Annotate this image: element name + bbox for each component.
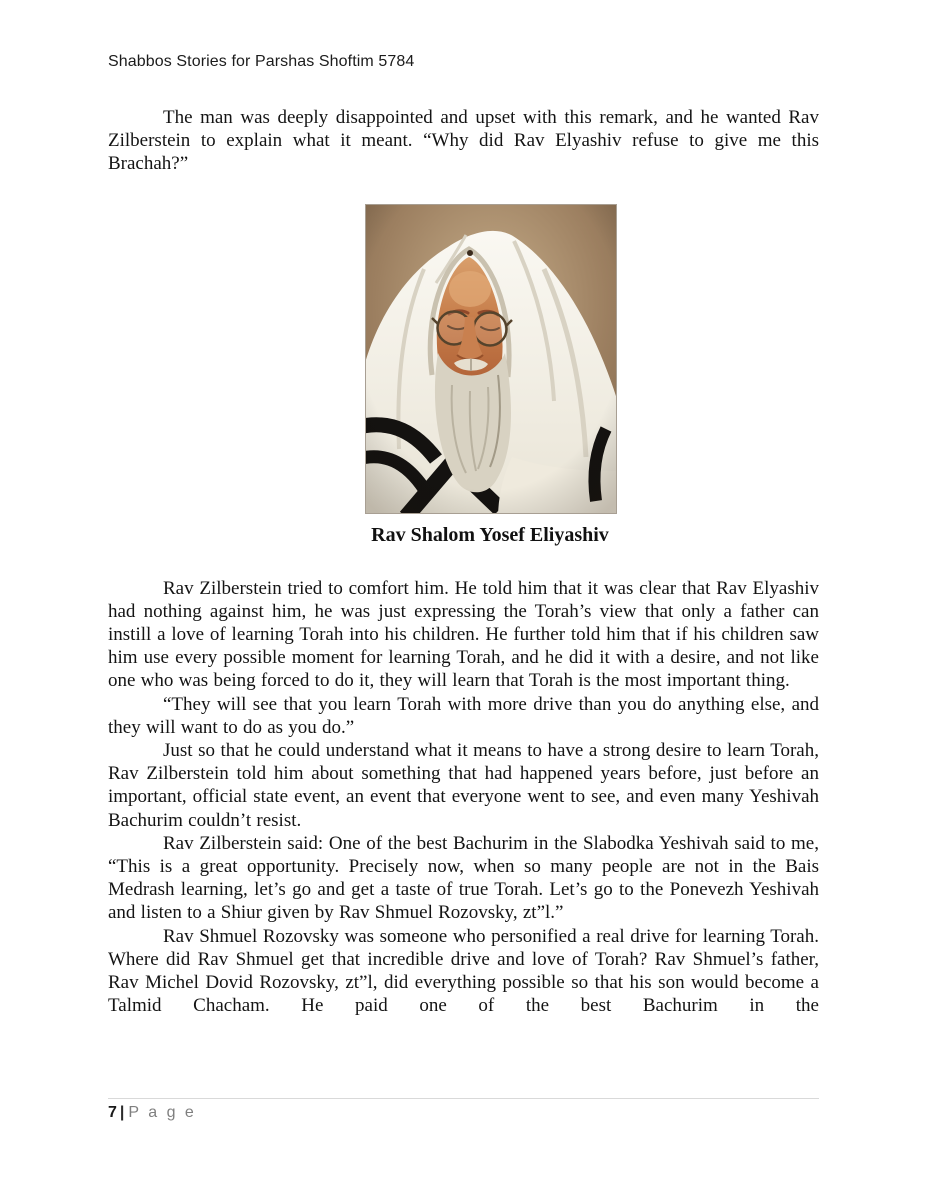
document-body xyxy=(108,106,819,1017)
rav-portrait-image xyxy=(366,205,616,513)
paragraph: “They will see that you learn Torah with more drive than you do anything else, and they will want to do as you do.” xyxy=(108,693,819,738)
paragraph: Rav Zilberstein said: One of the best Bachurim in the Slabodka Yeshivah said to me, “This is a great opportunity. Precisely now, when so many people are not in the Bais Medrash learning, let’s go and get a taste of true Torah. Let’s go to the Ponevezh Yeshivah and listen to a Shiur given by Rav Shmuel Rozovsky, zt”l.” xyxy=(108,832,819,924)
portrait-caption: Rav Shalom Yosef Eliyashiv xyxy=(371,523,609,546)
paragraph: Rav Zilberstein tried to comfort him. He told him that it was clear that Rav Elyashiv had nothing against him, he was just expressing the Torah’s view that only a father can instill a love of learning Torah into his children. He further told him that if his children saw him use every possible moment for learning Torah, and he did it with a desire, and not like one who was being forced to do it, they will learn that Torah is the most important thing. xyxy=(108,577,819,692)
page-footer xyxy=(108,1104,196,1122)
page-header-title: Shabbos Stories for Parshas Shoftim 5784 xyxy=(108,53,415,70)
paragraph: The man was deeply disappointed and upset with this remark, and he wanted Rav Zilberstein to explain what it meant. “Why did Rav Elyashiv refuse to give me this Brachah?” xyxy=(108,107,819,175)
paragraph: Just so that he could understand what it means to have a strong desire to learn Torah, Rav Zilberstein told him about something that had happened years before, just before an important, official state event, an event that everyone went to see, and even many Yeshivah Bachurim couldn’t resist. xyxy=(108,740,819,831)
paragraph: Rav Shmuel Rozovsky was someone who personified a real drive for learning Torah. Where did Rav Shmuel get that incredible drive and love of Torah? Rav Shmuel’s father, Rav Michel Dovid Rozovsky, zt”l, did everything possible so that his son would become a Talmid Chacham. He paid one of the best Bachurim in the xyxy=(108,925,819,1017)
footer-divider xyxy=(108,1098,819,1099)
page-number: 7 xyxy=(108,1104,117,1121)
footer-page-label: P a g e xyxy=(128,1104,197,1121)
footer-separator: | xyxy=(119,1104,125,1121)
portrait-figure xyxy=(365,204,615,547)
portrait-photo xyxy=(365,204,617,514)
